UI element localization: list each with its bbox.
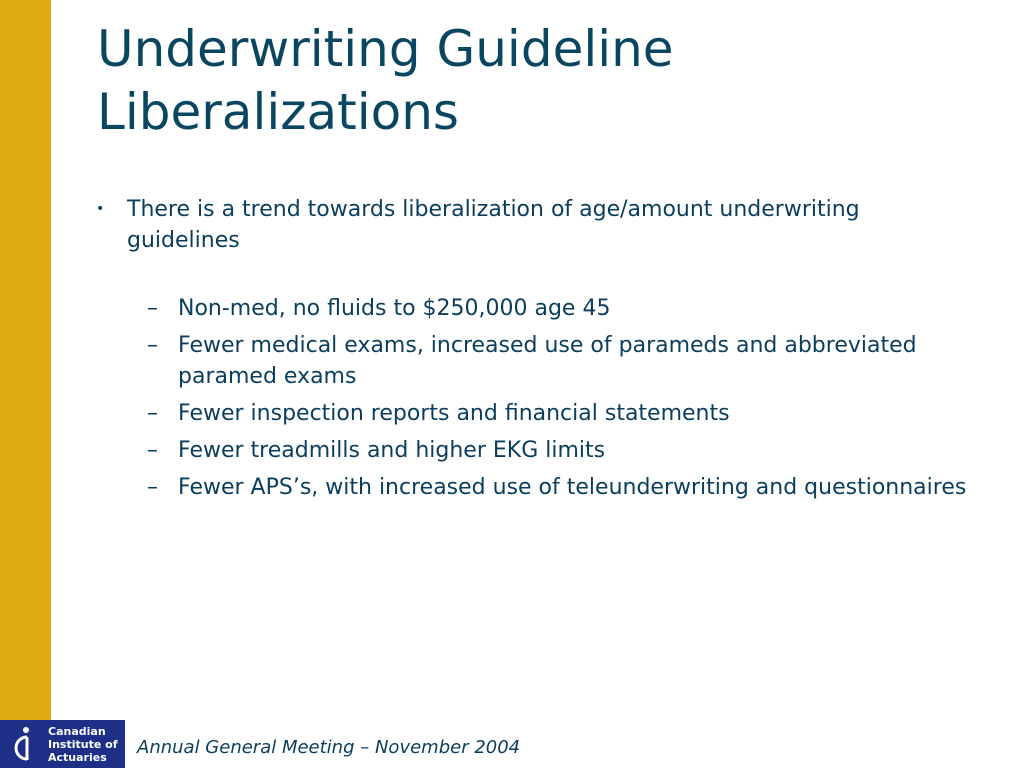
sub-bullet-text: Fewer APS’s, with increased use of teleunderwriting and questionnaires [178, 475, 967, 500]
sub-bullet-text: Non-med, no fluids to $250,000 age 45 [178, 296, 611, 321]
main-bullet [90, 194, 970, 256]
main-bullet-text: There is a trend towards liberalization of age/amount underwriting guidelines [127, 197, 860, 253]
slide-body [90, 194, 970, 509]
dash-icon: – [147, 438, 158, 463]
sub-bullet-text: Fewer treadmills and higher EKG limits [178, 438, 606, 463]
sub-bullet-item [90, 472, 970, 503]
sub-bullet-item [90, 330, 970, 392]
bullet-icon: • [96, 201, 105, 217]
footer-meeting-text: Annual General Meeting – November 2004 [137, 737, 521, 758]
dash-icon: – [147, 401, 158, 426]
title-line-2: Liberalizations [97, 83, 459, 141]
sub-bullet-list [90, 293, 970, 503]
sub-bullet-text: Fewer inspection reports and financial statements [178, 401, 730, 426]
slide-title [97, 18, 977, 144]
sub-bullet-text: Fewer medical exams, increased use of parameds and abbreviated paramed exams [178, 333, 917, 389]
logo-line-2: Institute of [48, 737, 118, 751]
cia-logo [0, 720, 125, 768]
title-line-1: Underwriting Guideline [97, 20, 674, 78]
side-accent-bar [0, 0, 51, 720]
dash-icon: – [147, 333, 158, 358]
dash-icon: – [147, 296, 158, 321]
logo-text [48, 725, 117, 764]
logo-line-3: Actuaries [48, 750, 107, 764]
logo-line-1: Canadian [48, 724, 106, 738]
sub-bullet-item [90, 398, 970, 429]
sub-bullet-item [90, 435, 970, 466]
dash-icon: – [147, 475, 158, 500]
sub-bullet-item [90, 293, 970, 324]
cia-logo-icon [0, 720, 40, 768]
